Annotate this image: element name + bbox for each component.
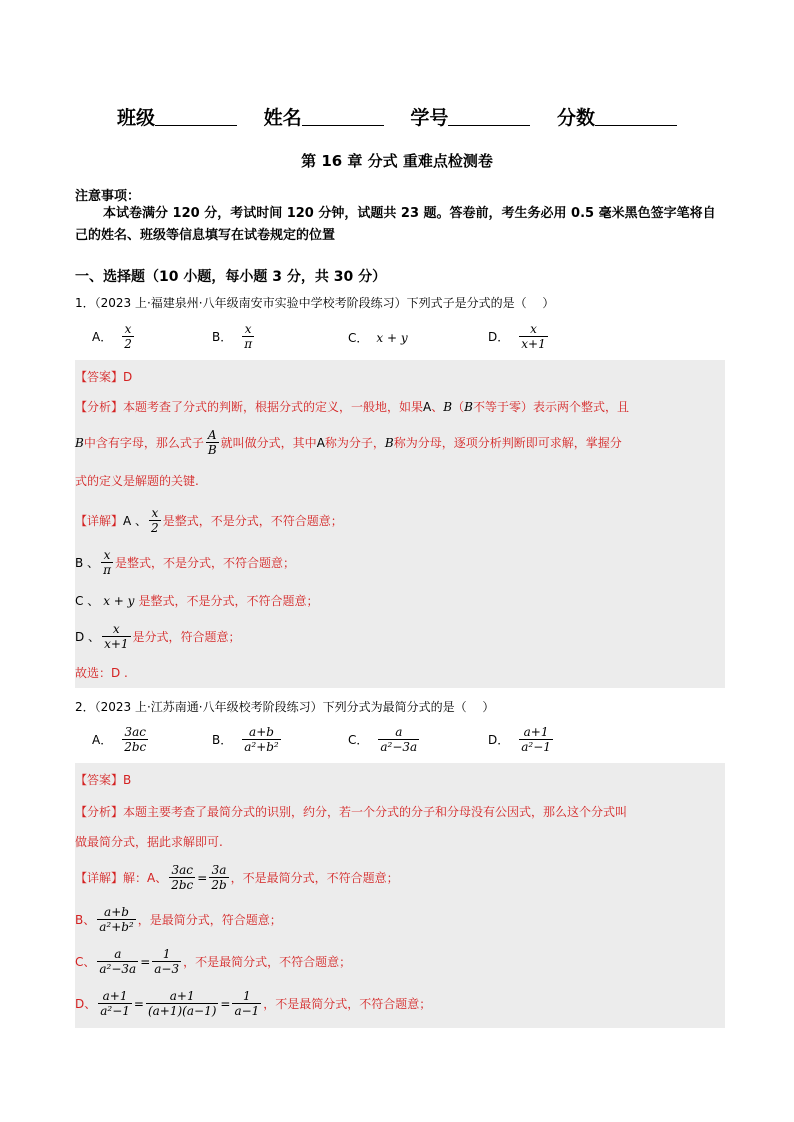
fraction: $\frac{1}{a-3}$: [154, 947, 180, 976]
q2-option-a[interactable]: A． $\frac{3ac}{2bc}$: [92, 725, 147, 754]
q1-analysis-line-1: 【分析】 本题考查了分式的判断，根据分式的定义，一般地，如果 A 、 B （ B 不等于零）表示两个整式，且: [75, 399, 629, 414]
fraction: $\frac{a+1}{\text{a²−1}}$: [100, 989, 130, 1018]
q1-choose-line: 故选：D .: [75, 666, 128, 680]
q1-answer-line: 【答案】 D: [75, 369, 133, 384]
fraction: $\frac{a}{\text{a²−3a}}$: [99, 947, 137, 976]
id-field: 学号: [410, 103, 530, 130]
fraction: $\frac{3a}{2b}$: [211, 863, 227, 892]
fraction: $\frac{3ac}{2bc}$: [171, 863, 194, 892]
q1-option-b[interactable]: B． $\frac{x}{\pi}$: [212, 322, 253, 351]
q2-option-c[interactable]: C． $\frac{a}{\text{a²−3a}}$: [348, 725, 418, 754]
class-blank[interactable]: [155, 107, 237, 126]
q1-option-a[interactable]: A． $\frac{x}{2}$: [92, 322, 132, 351]
q2-detail-a: 【详解】 解：A、 $\frac{3ac}{2bc}$ = $\frac{3a}{2b}$ ，不是最简分式，不符合题意；: [75, 863, 399, 892]
section-heading: 一、选择题（10 小题，每小题 3 分，共 30 分）: [75, 269, 387, 285]
fraction: $\frac{3ac}{2bc}$: [124, 725, 147, 754]
q1-option-c[interactable]: C． x + y: [348, 330, 408, 345]
question-2-stem: 2．（2023 上·江苏南通·八年级校考阶段练习）下列分式为最简分式的是（ ）: [75, 700, 495, 714]
q1-solution-box: [75, 360, 725, 688]
fraction: $\frac{a+1}{\text{a²−1}}$: [521, 725, 551, 754]
class-field: 班级: [117, 103, 237, 130]
fraction: $\frac{x}{x+1}$: [104, 622, 129, 651]
q1-detail-d: D 、 $\frac{x}{x+1}$ 是分式，符合题意；: [75, 622, 241, 651]
notice-body: 本试卷满分 120 分，考试时间 120 分钟，试题共 23 题。答卷前，考生务必用 0.5 毫米黑色签字笔将自己的姓名、班级等信息填写在试卷规定的位置: [75, 206, 716, 243]
fraction: $\frac{x}{2}$: [151, 506, 159, 535]
fraction: $\frac{a+b}{\text{a²+b²}}$: [244, 725, 279, 754]
q2-detail-c: C、 $\frac{a}{\text{a²−3a}}$ = $\frac{1}{a-3}$ ，不是最简分式，不符合题意；: [75, 947, 352, 976]
q2-detail-d: D、 $\frac{a+1}{\text{a²−1}}$ = $\frac{a+1}{(a+1)(a-1)}$ = $\frac{1}{a-1}$ ，不是最简分式，不符合题意；: [75, 989, 432, 1018]
fraction: $\frac{x}{x+1}$: [521, 322, 546, 351]
fraction: $\frac{x}{\pi}$: [103, 548, 111, 577]
page-title: 第 16 章 分式 重难点检测卷: [301, 152, 493, 170]
score-field: 分数: [557, 103, 677, 130]
fraction: $\frac{1}{a-1}$: [234, 989, 260, 1018]
q2-analysis-line-2: 做最简分式，据此求解即可.: [75, 835, 223, 849]
fraction: $\frac{a}{\text{a²−3a}}$: [380, 725, 418, 754]
notice-heading: 注意事项：: [75, 189, 141, 204]
q2-detail-b: B、 $\frac{a+b}{\text{a²+b²}}$ ，是最简分式，符合题意；: [75, 905, 282, 934]
student-info-line: [0, 103, 794, 130]
q1-analysis-line-2: B 中含有字母，那么式子 $\frac{A}{B}$ 就叫做分式，其中 A 称为分子， B 称为分母，逐项分析判断即可求解，掌握分: [75, 428, 622, 457]
name-field: 姓名: [264, 103, 384, 130]
fraction: $\frac{a+1}{(a+1)(a-1)}$: [147, 989, 217, 1018]
q1-detail-b: B 、 $\frac{x}{\pi}$ 是整式，不是分式，不符合题意；: [75, 548, 295, 577]
q1-option-d[interactable]: D． $\frac{x}{x+1}$: [488, 322, 546, 351]
q2-analysis-line-1: 【分析】 本题主要考查了最简分式的识别，约分，若一个分式的分子和分母没有公因式，那么这个分式叫: [75, 805, 628, 819]
question-1-stem: 1．（2023 上·福建泉州·八年级南安市实验中学校考阶段练习）下列式子是分式的是（ ）: [75, 296, 555, 310]
fraction: $\frac{x}{\pi}$: [244, 322, 253, 351]
fraction: $\frac{a+b}{\text{a²+b²}}$: [99, 905, 134, 934]
q1-detail-a: 【详解】 A 、 $\frac{x}{2}$ 是整式，不是分式，不符合题意；: [75, 506, 343, 535]
fraction: $\frac{x}{2}$: [124, 322, 132, 351]
id-blank[interactable]: [448, 107, 530, 126]
q2-answer-line: 【答案】 B: [75, 772, 132, 787]
q1-detail-c: C 、 x + y 是整式，不是分式，不符合题意；: [75, 593, 319, 608]
fraction: $\frac{A}{B}$: [207, 428, 217, 457]
q1-analysis-line-3: 式的定义是解题的关键.: [75, 474, 199, 488]
q2-solution-box: [75, 763, 725, 1028]
score-blank[interactable]: [595, 107, 677, 126]
q2-option-b[interactable]: B． $\frac{a+b}{\text{a²+b²}}$: [212, 725, 279, 754]
q2-option-d[interactable]: D． $\frac{a+1}{\text{a²−1}}$: [488, 725, 551, 754]
name-blank[interactable]: [302, 107, 384, 126]
